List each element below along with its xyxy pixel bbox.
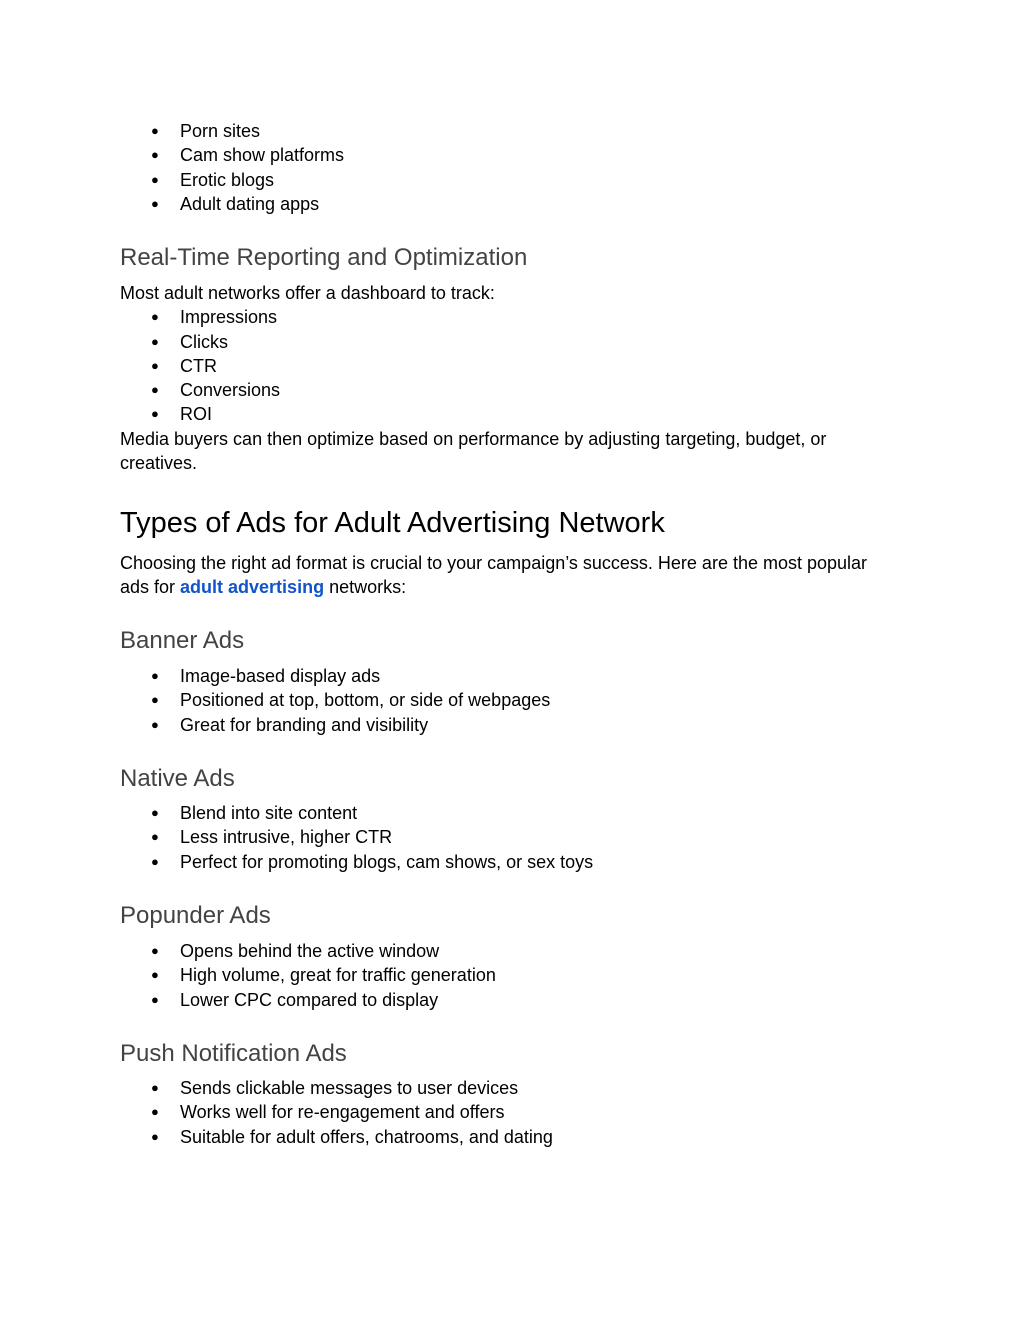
native-list-block: [120, 801, 900, 874]
popunder-section: [120, 901, 900, 931]
types-intro: Choosing the right ad format is crucial to your campaign’s success. Here are the most popular ads for adult advertising networks:: [120, 553, 868, 598]
list-item: ● Lower CPC compared to display: [120, 988, 900, 1012]
bullet-icon: ●: [151, 309, 159, 325]
bullet-icon: ●: [151, 853, 159, 869]
push-list-block: [120, 1076, 900, 1149]
reporting-heading-block: [120, 243, 900, 273]
popunder-list-block: [120, 939, 900, 1012]
banner-heading: Banner Ads: [120, 627, 245, 654]
list-item: ● Opens behind the active window: [120, 939, 900, 963]
reporting-body: [120, 281, 900, 475]
bullet-icon: ●: [151, 357, 159, 373]
popunder-heading: Popunder Ads: [120, 902, 271, 929]
bullet-icon: ●: [151, 195, 159, 211]
list-item: ● Blend into site content: [120, 801, 900, 825]
native-heading: Native Ads: [120, 765, 235, 792]
list-item: ● Works well for re-engagement and offers: [120, 1100, 900, 1124]
push-section: [120, 1039, 900, 1069]
adult-advertising-link[interactable]: adult advertising: [180, 577, 325, 598]
banner-section: [120, 626, 900, 656]
popunder-list: [120, 939, 900, 1012]
bullet-icon: ●: [151, 171, 159, 187]
bullet-icon: ●: [151, 1080, 159, 1095]
native-list: [120, 801, 900, 874]
types-heading: Types of Ads for Adult Advertising Network: [120, 507, 665, 539]
list-item: ● Sends clickable messages to user devices: [120, 1076, 900, 1100]
bullet-icon: ●: [151, 943, 159, 958]
reporting-list: [120, 305, 900, 426]
reporting-heading: Real-Time Reporting and Optimization: [120, 244, 528, 271]
list-item: ● Adult dating apps: [120, 192, 900, 216]
bullet-icon: ●: [151, 406, 159, 422]
types-intro-block: [120, 551, 890, 600]
types-heading-block: [120, 505, 900, 541]
bullet-icon: ●: [151, 1104, 159, 1120]
bullet-icon: ●: [151, 967, 159, 983]
bullet-icon: ●: [151, 123, 159, 138]
list-item: ● Less intrusive, higher CTR: [120, 825, 900, 849]
bullet-icon: ●: [151, 668, 159, 683]
list-item: ● Perfect for promoting blogs, cam shows, or sex toys: [120, 850, 900, 874]
bullet-icon: ●: [151, 991, 159, 1007]
list-item: ● Clicks: [120, 330, 900, 354]
bullet-icon: ●: [151, 333, 159, 349]
bullet-icon: ●: [151, 829, 159, 845]
bullet-icon: ●: [151, 692, 159, 708]
list-item: ● Suitable for adult offers, chatrooms, and dating: [120, 1125, 900, 1149]
reporting-closing: Media buyers can then optimize based on performance by adjusting targeting, budget, or creatives.: [120, 428, 827, 474]
push-list: [120, 1076, 900, 1149]
list-item: ● Conversions: [120, 378, 900, 402]
native-section: [120, 764, 900, 794]
list-item: ● Impressions: [120, 305, 900, 329]
bullet-icon: ●: [151, 1128, 159, 1144]
intro-list: [120, 119, 900, 216]
list-item: ● ROI: [120, 402, 900, 426]
list-item: ● High volume, great for traffic generation: [120, 963, 900, 987]
reporting-lead: Most adult networks offer a dashboard to track:: [120, 283, 495, 303]
bullet-icon: ●: [151, 382, 159, 398]
list-item: ● CTR: [120, 354, 900, 378]
bullet-icon: ●: [151, 805, 159, 820]
list-item: ● Cam show platforms: [120, 143, 900, 167]
list-item: ● Image-based display ads: [120, 664, 900, 688]
banner-list-block: [120, 664, 900, 737]
push-heading: Push Notification Ads: [120, 1040, 347, 1067]
list-item: ● Positioned at top, bottom, or side of webpages: [120, 688, 900, 712]
list-item: ● Great for branding and visibility: [120, 713, 900, 737]
intro-list-block: [120, 119, 900, 216]
banner-list: [120, 664, 900, 737]
bullet-icon: ●: [151, 716, 159, 732]
bullet-icon: ●: [151, 147, 159, 163]
list-item: ● Porn sites: [120, 119, 900, 143]
list-item: ● Erotic blogs: [120, 168, 900, 192]
